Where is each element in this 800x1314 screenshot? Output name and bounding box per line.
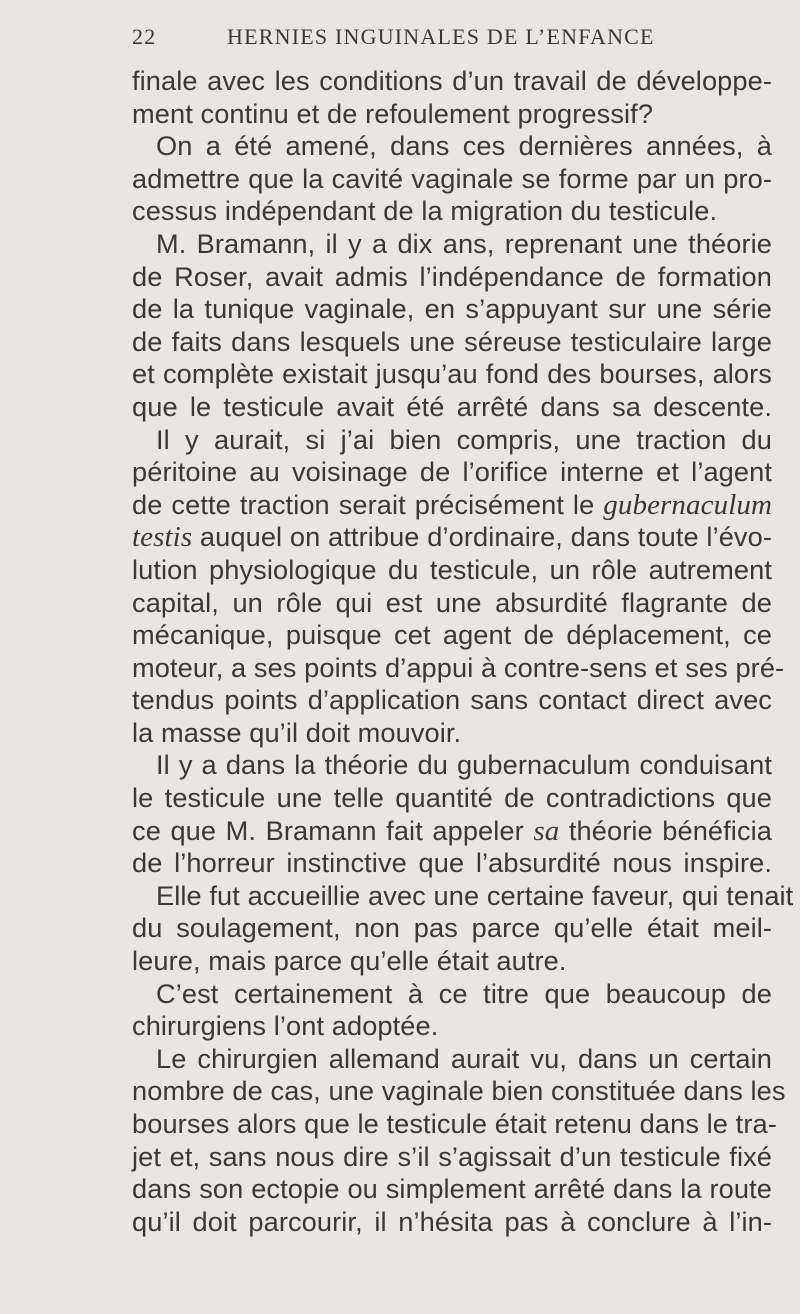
text-line: C’est certainement à ce titre que beaucoup de	[156, 977, 772, 1009]
text-line: Le chirurgien allemand aurait vu, dans un certain	[156, 1042, 772, 1074]
text-line: que le testicule avait été arrêté dans sa descente.	[132, 390, 772, 422]
text-line	[132, 521, 772, 554]
text-line: chirurgiens l’ont adoptée.	[132, 1010, 439, 1042]
running-title: HERNIES INGUINALES DE L’ENFANCE	[227, 24, 655, 49]
text-line: cessus indépendant de la migration du testicule.	[132, 195, 718, 227]
body-text	[132, 65, 794, 1238]
text-line: Il y a dans la théorie du gubernaculum conduisant	[156, 749, 772, 781]
text-fragment: ce que M. Bramann fait appeler	[132, 814, 534, 846]
text-line: bourses alors que le testicule était retenu dans le tra-	[132, 1108, 777, 1139]
text-line: de l’horreur instinctive que l’absurdité nous inspire.	[132, 847, 772, 879]
text-fragment: théorie bénéficia	[559, 814, 772, 846]
text-line: de Roser, avait admis l’indépendance de formation	[132, 260, 772, 292]
italic-term: testis	[132, 521, 193, 554]
text-line: du soulagement, non pas parce qu’elle était meil-	[132, 912, 772, 944]
text-line: péritoine au voisinage de l’orifice interne et l’agent	[132, 456, 772, 488]
page-number: 22	[132, 24, 157, 49]
text-line: le testicule une telle quantité de contradictions que	[132, 782, 772, 814]
text-line: et complète existait jusqu’au fond des bourses, alors	[132, 358, 772, 390]
page-header	[132, 24, 762, 64]
text-line: Elle fut accueillie avec une certaine faveur, qui tenait	[156, 879, 794, 911]
text-line: ment continu et de refoulement progressif?	[132, 97, 654, 129]
text-line: la masse qu’il doit mouvoir.	[132, 716, 462, 748]
text-line: qu’il doit parcourir, il n’hésita pas à conclure à l’in-	[132, 1205, 772, 1237]
text-line: jet et, sans nous dire s’il s’agissait d’un testicule fixé	[132, 1140, 772, 1172]
text-line	[132, 815, 772, 848]
text-line: Il y aurait, si j’ai bien compris, une traction du	[156, 423, 772, 455]
text-line: de faits dans lesquels une séreuse testiculaire large	[132, 325, 772, 357]
italic-term: sa	[533, 814, 560, 847]
text-line: mécanique, puisque cet agent de déplacement, ce	[132, 619, 772, 651]
text-fragment: de cette traction serait précisément le	[132, 488, 604, 520]
text-line: leure, mais parce qu’elle était autre.	[132, 945, 567, 977]
text-line: de la tunique vaginale, en s’appuyant sur une série	[132, 293, 772, 325]
text-line: M. Bramann, il y a dix ans, reprenant une théorie	[156, 227, 772, 259]
text-line: lution physiologique du testicule, un rôle autrement	[132, 553, 772, 585]
text-line: finale avec les conditions d’un travail de développe-	[132, 65, 772, 96]
text-line: tendus points d’application sans contact direct avec	[132, 684, 772, 716]
text-line: moteur, a ses points d’appui à contre-sens et ses pré-	[132, 651, 785, 683]
text-fragment: auquel on attribue d’ordinaire, dans toute l’évo-	[192, 521, 772, 553]
text-line	[132, 489, 772, 522]
italic-term: gubernaculum	[603, 488, 772, 521]
text-line: nombre de cas, une vaginale bien constituée dans les	[132, 1075, 786, 1107]
text-line: capital, un rôle qui est une absurdité flagrante de	[132, 586, 772, 618]
text-line: admettre que la cavité vaginale se forme par un pro-	[132, 162, 772, 194]
text-line: dans son ectopie ou simplement arrêté dans la route	[132, 1173, 772, 1205]
text-line: On a été amené, dans ces dernières années, à	[156, 130, 772, 162]
